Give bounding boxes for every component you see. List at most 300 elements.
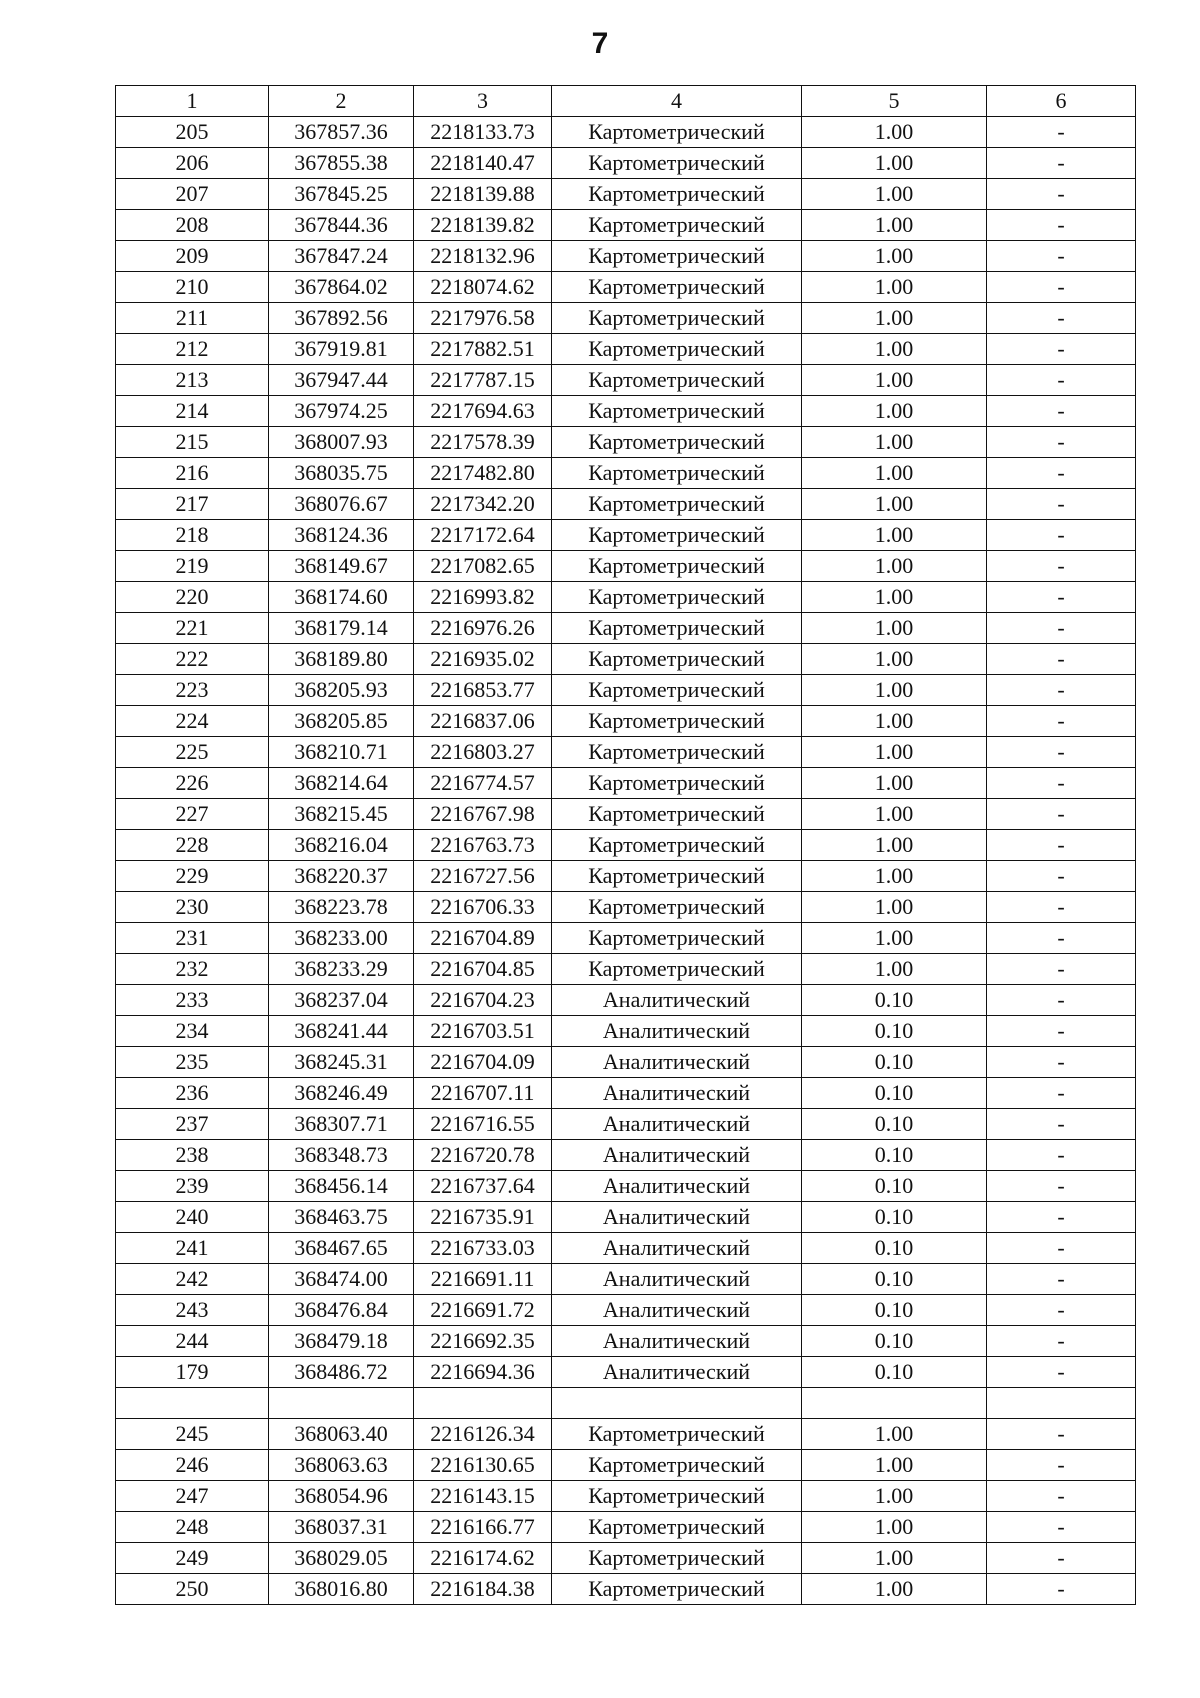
x-coordinate-cell: 368029.05 bbox=[269, 1543, 414, 1574]
table-row bbox=[116, 210, 1136, 241]
accuracy-cell bbox=[802, 1388, 987, 1419]
x-coordinate-cell: 368179.14 bbox=[269, 613, 414, 644]
point-number-cell: 244 bbox=[116, 1326, 269, 1357]
point-number-cell: 237 bbox=[116, 1109, 269, 1140]
y-coordinate-cell: 2216126.34 bbox=[414, 1419, 552, 1450]
method-cell: Картометрический bbox=[552, 179, 802, 210]
table-row bbox=[116, 830, 1136, 861]
note-cell: - bbox=[987, 644, 1136, 675]
x-coordinate-cell: 368241.44 bbox=[269, 1016, 414, 1047]
table-row bbox=[116, 1388, 1136, 1419]
x-coordinate-cell: 367974.25 bbox=[269, 396, 414, 427]
x-coordinate-cell: 368474.00 bbox=[269, 1264, 414, 1295]
accuracy-cell: 1.00 bbox=[802, 272, 987, 303]
x-coordinate-cell: 368215.45 bbox=[269, 799, 414, 830]
method-cell: Аналитический bbox=[552, 1233, 802, 1264]
method-cell: Картометрический bbox=[552, 892, 802, 923]
x-coordinate-cell bbox=[269, 1388, 414, 1419]
y-coordinate-cell: 2217172.64 bbox=[414, 520, 552, 551]
y-coordinate-cell: 2216691.11 bbox=[414, 1264, 552, 1295]
point-number-cell: 235 bbox=[116, 1047, 269, 1078]
table-header-row bbox=[116, 86, 1136, 117]
table-row bbox=[116, 1140, 1136, 1171]
x-coordinate-cell: 368063.63 bbox=[269, 1450, 414, 1481]
accuracy-cell: 1.00 bbox=[802, 520, 987, 551]
table-row bbox=[116, 272, 1136, 303]
method-cell: Картометрический bbox=[552, 1543, 802, 1574]
table-row bbox=[116, 892, 1136, 923]
method-cell: Картометрический bbox=[552, 148, 802, 179]
accuracy-cell: 0.10 bbox=[802, 1295, 987, 1326]
table-row bbox=[116, 706, 1136, 737]
y-coordinate-cell: 2216166.77 bbox=[414, 1512, 552, 1543]
note-cell: - bbox=[987, 985, 1136, 1016]
note-cell: - bbox=[987, 520, 1136, 551]
point-number-cell: 249 bbox=[116, 1543, 269, 1574]
y-coordinate-cell: 2217976.58 bbox=[414, 303, 552, 334]
table-row bbox=[116, 799, 1136, 830]
point-number-cell: 242 bbox=[116, 1264, 269, 1295]
note-cell: - bbox=[987, 1264, 1136, 1295]
method-cell: Картометрический bbox=[552, 830, 802, 861]
accuracy-cell: 1.00 bbox=[802, 117, 987, 148]
note-cell: - bbox=[987, 1357, 1136, 1388]
table-row bbox=[116, 1233, 1136, 1264]
table-row bbox=[116, 644, 1136, 675]
y-coordinate-cell: 2218132.96 bbox=[414, 241, 552, 272]
table-row bbox=[116, 861, 1136, 892]
y-coordinate-cell: 2216704.89 bbox=[414, 923, 552, 954]
y-coordinate-cell: 2216143.15 bbox=[414, 1481, 552, 1512]
method-cell: Картометрический bbox=[552, 489, 802, 520]
note-cell: - bbox=[987, 1140, 1136, 1171]
x-coordinate-cell: 368307.71 bbox=[269, 1109, 414, 1140]
accuracy-cell: 1.00 bbox=[802, 303, 987, 334]
note-cell: - bbox=[987, 427, 1136, 458]
accuracy-cell: 0.10 bbox=[802, 1109, 987, 1140]
point-number-cell: 234 bbox=[116, 1016, 269, 1047]
method-cell: Картометрический bbox=[552, 241, 802, 272]
point-number-cell: 230 bbox=[116, 892, 269, 923]
note-cell: - bbox=[987, 1171, 1136, 1202]
method-cell: Аналитический bbox=[552, 1326, 802, 1357]
note-cell: - bbox=[987, 923, 1136, 954]
note-cell: - bbox=[987, 799, 1136, 830]
accuracy-cell: 0.10 bbox=[802, 1202, 987, 1233]
method-cell: Картометрический bbox=[552, 1481, 802, 1512]
y-coordinate-cell: 2217342.20 bbox=[414, 489, 552, 520]
x-coordinate-cell: 367857.36 bbox=[269, 117, 414, 148]
table-row bbox=[116, 1419, 1136, 1450]
method-cell: Картометрический bbox=[552, 582, 802, 613]
accuracy-cell: 0.10 bbox=[802, 1047, 987, 1078]
x-coordinate-cell: 368037.31 bbox=[269, 1512, 414, 1543]
method-cell: Картометрический bbox=[552, 365, 802, 396]
point-number-cell: 239 bbox=[116, 1171, 269, 1202]
note-cell: - bbox=[987, 1512, 1136, 1543]
note-cell: - bbox=[987, 1574, 1136, 1605]
method-cell: Аналитический bbox=[552, 1295, 802, 1326]
table-row bbox=[116, 737, 1136, 768]
point-number-cell: 216 bbox=[116, 458, 269, 489]
x-coordinate-cell: 368486.72 bbox=[269, 1357, 414, 1388]
accuracy-cell: 0.10 bbox=[802, 1078, 987, 1109]
table-row bbox=[116, 1543, 1136, 1574]
method-cell: Картометрический bbox=[552, 427, 802, 458]
table-row bbox=[116, 1512, 1136, 1543]
method-cell: Аналитический bbox=[552, 985, 802, 1016]
accuracy-cell: 1.00 bbox=[802, 148, 987, 179]
x-coordinate-cell: 367847.24 bbox=[269, 241, 414, 272]
y-coordinate-cell: 2217694.63 bbox=[414, 396, 552, 427]
method-cell: Картометрический bbox=[552, 613, 802, 644]
method-cell: Аналитический bbox=[552, 1171, 802, 1202]
method-cell: Картометрический bbox=[552, 117, 802, 148]
point-number-cell: 229 bbox=[116, 861, 269, 892]
accuracy-cell: 1.00 bbox=[802, 706, 987, 737]
x-coordinate-cell: 367855.38 bbox=[269, 148, 414, 179]
point-number-cell: 227 bbox=[116, 799, 269, 830]
y-coordinate-cell: 2216691.72 bbox=[414, 1295, 552, 1326]
y-coordinate-cell: 2216993.82 bbox=[414, 582, 552, 613]
table-row bbox=[116, 985, 1136, 1016]
table-row bbox=[116, 1326, 1136, 1357]
table-row bbox=[116, 923, 1136, 954]
point-number-cell: 205 bbox=[116, 117, 269, 148]
accuracy-cell: 1.00 bbox=[802, 799, 987, 830]
table-row bbox=[116, 365, 1136, 396]
point-number-cell: 213 bbox=[116, 365, 269, 396]
accuracy-cell: 1.00 bbox=[802, 489, 987, 520]
x-coordinate-cell: 368467.65 bbox=[269, 1233, 414, 1264]
point-number-cell: 232 bbox=[116, 954, 269, 985]
y-coordinate-cell: 2216703.51 bbox=[414, 1016, 552, 1047]
note-cell: - bbox=[987, 489, 1136, 520]
accuracy-cell: 1.00 bbox=[802, 396, 987, 427]
method-cell: Аналитический bbox=[552, 1078, 802, 1109]
point-number-cell: 241 bbox=[116, 1233, 269, 1264]
accuracy-cell: 1.00 bbox=[802, 1481, 987, 1512]
table-row bbox=[116, 334, 1136, 365]
method-cell: Аналитический bbox=[552, 1016, 802, 1047]
note-cell: - bbox=[987, 1419, 1136, 1450]
accuracy-cell: 0.10 bbox=[802, 1140, 987, 1171]
y-coordinate-cell: 2216184.38 bbox=[414, 1574, 552, 1605]
table-row bbox=[116, 1450, 1136, 1481]
accuracy-cell: 1.00 bbox=[802, 427, 987, 458]
note-cell: - bbox=[987, 365, 1136, 396]
note-cell: - bbox=[987, 613, 1136, 644]
table-row bbox=[116, 768, 1136, 799]
point-number-cell: 211 bbox=[116, 303, 269, 334]
table-row bbox=[116, 148, 1136, 179]
table-row bbox=[116, 582, 1136, 613]
note-cell: - bbox=[987, 861, 1136, 892]
method-cell: Аналитический bbox=[552, 1109, 802, 1140]
y-coordinate-cell: 2216692.35 bbox=[414, 1326, 552, 1357]
method-cell: Картометрический bbox=[552, 1450, 802, 1481]
x-coordinate-cell: 368016.80 bbox=[269, 1574, 414, 1605]
accuracy-cell: 0.10 bbox=[802, 1233, 987, 1264]
table-row bbox=[116, 396, 1136, 427]
x-coordinate-cell: 367892.56 bbox=[269, 303, 414, 334]
point-number-cell: 220 bbox=[116, 582, 269, 613]
y-coordinate-cell bbox=[414, 1388, 552, 1419]
note-cell: - bbox=[987, 1047, 1136, 1078]
y-coordinate-cell: 2216716.55 bbox=[414, 1109, 552, 1140]
point-number-cell: 221 bbox=[116, 613, 269, 644]
method-cell: Картометрический bbox=[552, 1419, 802, 1450]
method-cell bbox=[552, 1388, 802, 1419]
point-number-cell: 222 bbox=[116, 644, 269, 675]
x-coordinate-cell: 368479.18 bbox=[269, 1326, 414, 1357]
x-coordinate-cell: 368233.00 bbox=[269, 923, 414, 954]
table-row bbox=[116, 551, 1136, 582]
accuracy-cell: 1.00 bbox=[802, 179, 987, 210]
table-row bbox=[116, 1202, 1136, 1233]
x-coordinate-cell: 368456.14 bbox=[269, 1171, 414, 1202]
x-coordinate-cell: 368035.75 bbox=[269, 458, 414, 489]
method-cell: Картометрический bbox=[552, 210, 802, 241]
method-cell: Картометрический bbox=[552, 954, 802, 985]
method-cell: Аналитический bbox=[552, 1140, 802, 1171]
accuracy-cell: 1.00 bbox=[802, 1512, 987, 1543]
point-number-cell: 248 bbox=[116, 1512, 269, 1543]
accuracy-cell: 0.10 bbox=[802, 1171, 987, 1202]
note-cell: - bbox=[987, 1233, 1136, 1264]
y-coordinate-cell: 2218139.88 bbox=[414, 179, 552, 210]
table-row bbox=[116, 179, 1136, 210]
point-number-cell: 226 bbox=[116, 768, 269, 799]
note-cell: - bbox=[987, 303, 1136, 334]
method-cell: Картометрический bbox=[552, 1512, 802, 1543]
note-cell: - bbox=[987, 830, 1136, 861]
point-number-cell: 207 bbox=[116, 179, 269, 210]
note-cell: - bbox=[987, 768, 1136, 799]
accuracy-cell: 1.00 bbox=[802, 210, 987, 241]
y-coordinate-cell: 2218074.62 bbox=[414, 272, 552, 303]
table-row bbox=[116, 954, 1136, 985]
point-number-cell: 238 bbox=[116, 1140, 269, 1171]
x-coordinate-cell: 368124.36 bbox=[269, 520, 414, 551]
x-coordinate-cell: 368246.49 bbox=[269, 1078, 414, 1109]
accuracy-cell: 1.00 bbox=[802, 892, 987, 923]
point-number-cell: 243 bbox=[116, 1295, 269, 1326]
y-coordinate-cell: 2218133.73 bbox=[414, 117, 552, 148]
accuracy-cell: 1.00 bbox=[802, 644, 987, 675]
table-row bbox=[116, 1047, 1136, 1078]
y-coordinate-cell: 2216720.78 bbox=[414, 1140, 552, 1171]
y-coordinate-cell: 2217787.15 bbox=[414, 365, 552, 396]
accuracy-cell: 1.00 bbox=[802, 458, 987, 489]
y-coordinate-cell: 2216767.98 bbox=[414, 799, 552, 830]
x-coordinate-cell: 367844.36 bbox=[269, 210, 414, 241]
point-number-cell: 224 bbox=[116, 706, 269, 737]
table-row bbox=[116, 458, 1136, 489]
method-cell: Картометрический bbox=[552, 799, 802, 830]
method-cell: Картометрический bbox=[552, 303, 802, 334]
y-coordinate-cell: 2216853.77 bbox=[414, 675, 552, 706]
y-coordinate-cell: 2216694.36 bbox=[414, 1357, 552, 1388]
page-number: 7 bbox=[591, 27, 609, 60]
x-coordinate-cell: 368348.73 bbox=[269, 1140, 414, 1171]
accuracy-cell: 0.10 bbox=[802, 985, 987, 1016]
x-coordinate-cell: 368223.78 bbox=[269, 892, 414, 923]
x-coordinate-cell: 368149.67 bbox=[269, 551, 414, 582]
y-coordinate-cell: 2217882.51 bbox=[414, 334, 552, 365]
y-coordinate-cell: 2216727.56 bbox=[414, 861, 552, 892]
accuracy-cell: 0.10 bbox=[802, 1357, 987, 1388]
y-coordinate-cell: 2216774.57 bbox=[414, 768, 552, 799]
note-cell: - bbox=[987, 117, 1136, 148]
point-number-cell: 208 bbox=[116, 210, 269, 241]
x-coordinate-cell: 368189.80 bbox=[269, 644, 414, 675]
method-cell: Аналитический bbox=[552, 1264, 802, 1295]
y-coordinate-cell: 2216707.11 bbox=[414, 1078, 552, 1109]
point-number-cell bbox=[116, 1388, 269, 1419]
x-coordinate-cell: 368220.37 bbox=[269, 861, 414, 892]
method-cell: Картометрический bbox=[552, 706, 802, 737]
point-number-cell: 212 bbox=[116, 334, 269, 365]
point-number-cell: 218 bbox=[116, 520, 269, 551]
y-coordinate-cell: 2216704.85 bbox=[414, 954, 552, 985]
note-cell: - bbox=[987, 1450, 1136, 1481]
note-cell: - bbox=[987, 272, 1136, 303]
note-cell: - bbox=[987, 1109, 1136, 1140]
y-coordinate-cell: 2218139.82 bbox=[414, 210, 552, 241]
note-cell bbox=[987, 1388, 1136, 1419]
y-coordinate-cell: 2216763.73 bbox=[414, 830, 552, 861]
y-coordinate-cell: 2216174.62 bbox=[414, 1543, 552, 1574]
table-row bbox=[116, 1016, 1136, 1047]
table-row bbox=[116, 1295, 1136, 1326]
note-cell: - bbox=[987, 954, 1136, 985]
x-coordinate-cell: 368463.75 bbox=[269, 1202, 414, 1233]
point-number-cell: 246 bbox=[116, 1450, 269, 1481]
point-number-cell: 206 bbox=[116, 148, 269, 179]
y-coordinate-cell: 2216704.09 bbox=[414, 1047, 552, 1078]
note-cell: - bbox=[987, 1326, 1136, 1357]
y-coordinate-cell: 2216803.27 bbox=[414, 737, 552, 768]
method-cell: Картометрический bbox=[552, 396, 802, 427]
x-coordinate-cell: 367947.44 bbox=[269, 365, 414, 396]
y-coordinate-cell: 2217482.80 bbox=[414, 458, 552, 489]
table-row bbox=[116, 1357, 1136, 1388]
x-coordinate-cell: 368174.60 bbox=[269, 582, 414, 613]
point-number-cell: 233 bbox=[116, 985, 269, 1016]
accuracy-cell: 1.00 bbox=[802, 613, 987, 644]
accuracy-cell: 0.10 bbox=[802, 1264, 987, 1295]
note-cell: - bbox=[987, 210, 1136, 241]
x-coordinate-cell: 368233.29 bbox=[269, 954, 414, 985]
note-cell: - bbox=[987, 551, 1136, 582]
method-cell: Картометрический bbox=[552, 272, 802, 303]
method-cell: Картометрический bbox=[552, 861, 802, 892]
point-number-cell: 236 bbox=[116, 1078, 269, 1109]
note-cell: - bbox=[987, 1016, 1136, 1047]
point-number-cell: 223 bbox=[116, 675, 269, 706]
table-row bbox=[116, 613, 1136, 644]
method-cell: Картометрический bbox=[552, 675, 802, 706]
x-coordinate-cell: 368476.84 bbox=[269, 1295, 414, 1326]
column-header: 2 bbox=[269, 86, 414, 117]
y-coordinate-cell: 2216130.65 bbox=[414, 1450, 552, 1481]
table-row bbox=[116, 427, 1136, 458]
method-cell: Аналитический bbox=[552, 1202, 802, 1233]
column-header: 6 bbox=[987, 86, 1136, 117]
x-coordinate-cell: 368054.96 bbox=[269, 1481, 414, 1512]
accuracy-cell: 1.00 bbox=[802, 582, 987, 613]
coordinates-table bbox=[115, 85, 1136, 1605]
accuracy-cell: 1.00 bbox=[802, 737, 987, 768]
accuracy-cell: 1.00 bbox=[802, 551, 987, 582]
point-number-cell: 247 bbox=[116, 1481, 269, 1512]
method-cell: Картометрический bbox=[552, 334, 802, 365]
x-coordinate-cell: 368237.04 bbox=[269, 985, 414, 1016]
note-cell: - bbox=[987, 396, 1136, 427]
note-cell: - bbox=[987, 582, 1136, 613]
method-cell: Картометрический bbox=[552, 520, 802, 551]
table-row bbox=[116, 303, 1136, 334]
table-row bbox=[116, 1109, 1136, 1140]
method-cell: Картометрический bbox=[552, 644, 802, 675]
y-coordinate-cell: 2217082.65 bbox=[414, 551, 552, 582]
table-row bbox=[116, 1574, 1136, 1605]
x-coordinate-cell: 368245.31 bbox=[269, 1047, 414, 1078]
point-number-cell: 228 bbox=[116, 830, 269, 861]
column-header: 1 bbox=[116, 86, 269, 117]
x-coordinate-cell: 368063.40 bbox=[269, 1419, 414, 1450]
x-coordinate-cell: 368210.71 bbox=[269, 737, 414, 768]
method-cell: Аналитический bbox=[552, 1357, 802, 1388]
method-cell: Картометрический bbox=[552, 923, 802, 954]
note-cell: - bbox=[987, 1481, 1136, 1512]
point-number-cell: 240 bbox=[116, 1202, 269, 1233]
x-coordinate-cell: 367845.25 bbox=[269, 179, 414, 210]
point-number-cell: 225 bbox=[116, 737, 269, 768]
accuracy-cell: 1.00 bbox=[802, 1419, 987, 1450]
table-row bbox=[116, 1171, 1136, 1202]
point-number-cell: 231 bbox=[116, 923, 269, 954]
y-coordinate-cell: 2216704.23 bbox=[414, 985, 552, 1016]
column-header: 3 bbox=[414, 86, 552, 117]
method-cell: Картометрический bbox=[552, 458, 802, 489]
y-coordinate-cell: 2216737.64 bbox=[414, 1171, 552, 1202]
table-row bbox=[116, 1078, 1136, 1109]
accuracy-cell: 1.00 bbox=[802, 365, 987, 396]
accuracy-cell: 1.00 bbox=[802, 1543, 987, 1574]
accuracy-cell: 1.00 bbox=[802, 954, 987, 985]
method-cell: Картометрический bbox=[552, 768, 802, 799]
column-header: 4 bbox=[552, 86, 802, 117]
table-row bbox=[116, 520, 1136, 551]
point-number-cell: 214 bbox=[116, 396, 269, 427]
note-cell: - bbox=[987, 179, 1136, 210]
x-coordinate-cell: 368205.93 bbox=[269, 675, 414, 706]
method-cell: Картометрический bbox=[552, 737, 802, 768]
method-cell: Аналитический bbox=[552, 1047, 802, 1078]
table-row bbox=[116, 241, 1136, 272]
y-coordinate-cell: 2217578.39 bbox=[414, 427, 552, 458]
note-cell: - bbox=[987, 892, 1136, 923]
y-coordinate-cell: 2216706.33 bbox=[414, 892, 552, 923]
x-coordinate-cell: 368205.85 bbox=[269, 706, 414, 737]
note-cell: - bbox=[987, 334, 1136, 365]
y-coordinate-cell: 2216935.02 bbox=[414, 644, 552, 675]
point-number-cell: 209 bbox=[116, 241, 269, 272]
note-cell: - bbox=[987, 241, 1136, 272]
x-coordinate-cell: 368214.64 bbox=[269, 768, 414, 799]
